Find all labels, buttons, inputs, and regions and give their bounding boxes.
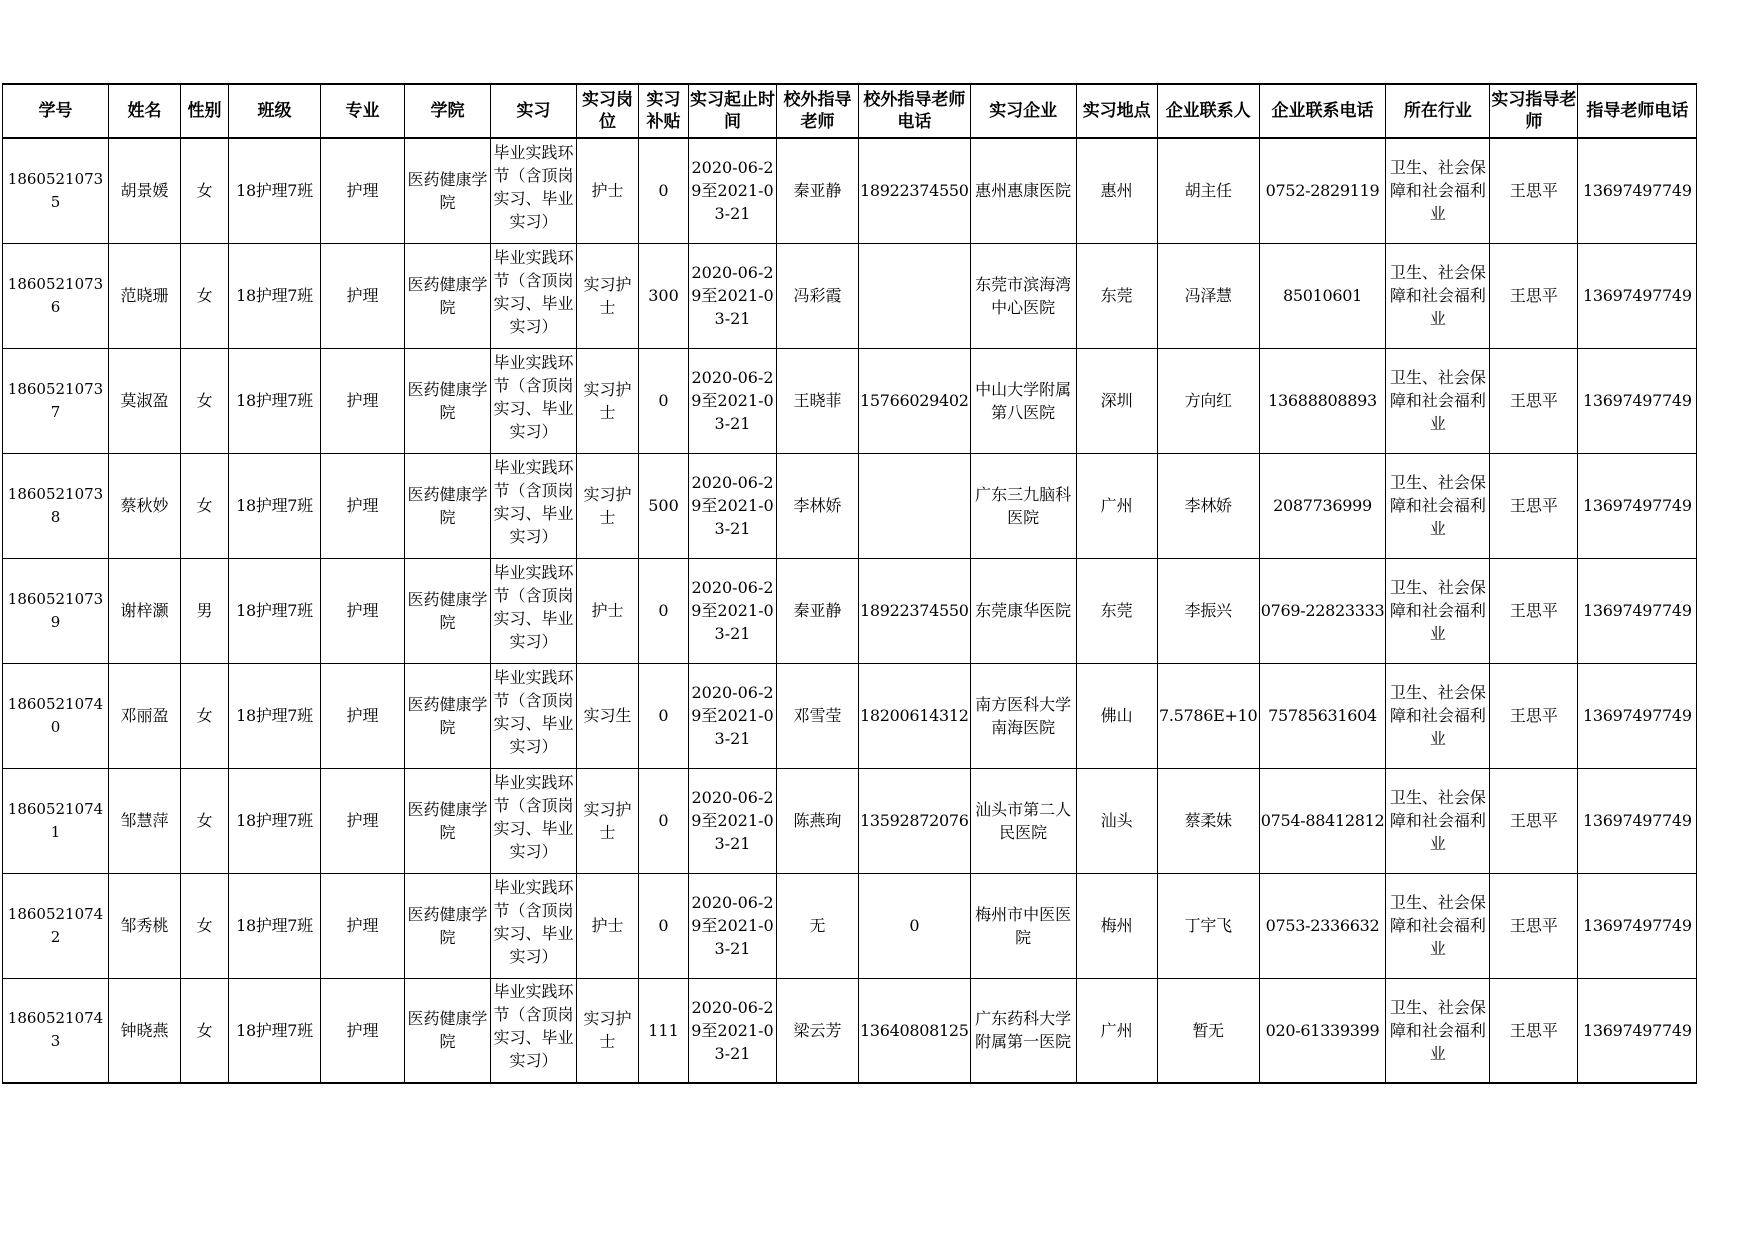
cell-internship [491, 558, 577, 663]
cell-location: 广州 [1076, 453, 1157, 558]
cell-industry: 卫生、社会保障和社会福利业 [1386, 768, 1490, 873]
cell-major: 护理 [321, 978, 405, 1083]
cell-subsidy: 111 [639, 978, 689, 1083]
col-header-mentor-phone: 指导老师电话 [1578, 84, 1697, 138]
cell-period: 2020-06-29至2021-03-21 [689, 558, 777, 663]
cell-company: 东莞市滨海湾中心医院 [970, 243, 1076, 348]
cell-internal-mentor: 王思平 [1490, 243, 1578, 348]
cell-period: 2020-06-29至2021-03-21 [689, 243, 777, 348]
cell-internal-mentor: 王思平 [1490, 978, 1578, 1083]
col-header-company: 实习企业 [970, 84, 1076, 138]
cell-company-contact: 李振兴 [1157, 558, 1259, 663]
cell-mentor-phone: 13697497749 [1578, 348, 1697, 453]
cell-name: 蔡秋妙 [109, 453, 181, 558]
cell-company: 梅州市中医医院 [970, 873, 1076, 978]
col-header-internship: 实习 [491, 84, 577, 138]
table-row [3, 978, 1697, 1083]
cell-company-phone: 85010601 [1259, 243, 1386, 348]
cell-company-phone: 13688808893 [1259, 348, 1386, 453]
cell-gender: 男 [181, 558, 229, 663]
cell-name: 钟晓燕 [109, 978, 181, 1083]
cell-college: 医药健康学院 [405, 453, 491, 558]
table-row [3, 873, 1697, 978]
col-header-external-mentor-phone: 校外指导老师电话 [859, 84, 971, 138]
cell-external-mentor: 梁云芳 [777, 978, 859, 1083]
cell-company: 汕头市第二人民医院 [970, 768, 1076, 873]
cell-external-mentor: 秦亚静 [777, 138, 859, 243]
cell-gender: 女 [181, 348, 229, 453]
cell-industry: 卫生、社会保障和社会福利业 [1386, 348, 1490, 453]
cell-mentor-phone: 13697497749 [1578, 663, 1697, 768]
cell-class: 18护理7班 [229, 453, 321, 558]
cell-gender: 女 [181, 663, 229, 768]
cell-external-mentor-phone: 13592872076 [859, 768, 971, 873]
cell-student-id: 18605210743 [3, 978, 109, 1083]
cell-class: 18护理7班 [229, 768, 321, 873]
table-row [3, 348, 1697, 453]
cell-gender: 女 [181, 453, 229, 558]
cell-subsidy: 500 [639, 453, 689, 558]
cell-class: 18护理7班 [229, 138, 321, 243]
cell-period: 2020-06-29至2021-03-21 [689, 663, 777, 768]
cell-text: 毕业实践环节（含顶岗实习、毕业实习） [493, 247, 574, 336]
cell-company: 惠州惠康医院 [970, 138, 1076, 243]
cell-gender: 女 [181, 768, 229, 873]
table-row [3, 663, 1697, 768]
cell-class: 18护理7班 [229, 663, 321, 768]
cell-subsidy: 0 [639, 138, 689, 243]
cell-period: 2020-06-29至2021-03-21 [689, 768, 777, 873]
col-header-industry: 所在行业 [1386, 84, 1490, 138]
cell-company-contact: 胡主任 [1157, 138, 1259, 243]
cell-company-contact: 7.5786E+10 [1157, 663, 1259, 768]
col-header-company-contact: 企业联系人 [1157, 84, 1259, 138]
cell-gender: 女 [181, 873, 229, 978]
cell-period: 2020-06-29至2021-03-21 [689, 453, 777, 558]
cell-external-mentor: 无 [777, 873, 859, 978]
cell-location: 梅州 [1076, 873, 1157, 978]
cell-gender: 女 [181, 138, 229, 243]
cell-location: 深圳 [1076, 348, 1157, 453]
col-header-name: 姓名 [109, 84, 181, 138]
cell-position: 护士 [577, 873, 639, 978]
col-header-gender: 性别 [181, 84, 229, 138]
col-header-class: 班级 [229, 84, 321, 138]
cell-college: 医药健康学院 [405, 768, 491, 873]
table-row [3, 243, 1697, 348]
cell-industry: 卫生、社会保障和社会福利业 [1386, 978, 1490, 1083]
cell-company-phone: 0753-2336632 [1259, 873, 1386, 978]
cell-location: 汕头 [1076, 768, 1157, 873]
table-row [3, 558, 1697, 663]
cell-student-id: 18605210739 [3, 558, 109, 663]
cell-student-id: 18605210735 [3, 138, 109, 243]
cell-major: 护理 [321, 453, 405, 558]
cell-subsidy: 0 [639, 768, 689, 873]
cell-internal-mentor: 王思平 [1490, 348, 1578, 453]
cell-external-mentor-phone: 15766029402 [859, 348, 971, 453]
cell-student-id: 18605210742 [3, 873, 109, 978]
cell-location: 广州 [1076, 978, 1157, 1083]
col-header-external-mentor: 校外指导老师 [777, 84, 859, 138]
cell-text: 毕业实践环节（含顶岗实习、毕业实习） [493, 352, 574, 441]
cell-mentor-phone: 13697497749 [1578, 978, 1697, 1083]
cell-text: 毕业实践环节（含顶岗实习、毕业实习） [493, 142, 574, 231]
cell-major: 护理 [321, 873, 405, 978]
cell-position: 实习生 [577, 663, 639, 768]
cell-college: 医药健康学院 [405, 978, 491, 1083]
cell-period: 2020-06-29至2021-03-21 [689, 873, 777, 978]
cell-external-mentor: 陈燕珣 [777, 768, 859, 873]
col-header-period: 实习起止时间 [689, 84, 777, 138]
cell-college: 医药健康学院 [405, 873, 491, 978]
cell-external-mentor: 邓雪莹 [777, 663, 859, 768]
cell-company-contact: 丁宇飞 [1157, 873, 1259, 978]
cell-company-contact: 冯泽慧 [1157, 243, 1259, 348]
cell-external-mentor: 李林娇 [777, 453, 859, 558]
cell-name: 莫淑盈 [109, 348, 181, 453]
cell-name: 邹慧萍 [109, 768, 181, 873]
cell-company-contact: 暂无 [1157, 978, 1259, 1083]
cell-location: 惠州 [1076, 138, 1157, 243]
col-header-college: 学院 [405, 84, 491, 138]
cell-mentor-phone: 13697497749 [1578, 558, 1697, 663]
cell-text: 毕业实践环节（含顶岗实习、毕业实习） [493, 667, 574, 756]
cell-mentor-phone: 13697497749 [1578, 243, 1697, 348]
cell-company-phone: 0754-88412812 [1259, 768, 1386, 873]
cell-gender: 女 [181, 243, 229, 348]
cell-major: 护理 [321, 768, 405, 873]
internship-table [2, 83, 1697, 1084]
cell-external-mentor-phone [859, 453, 971, 558]
cell-position: 护士 [577, 138, 639, 243]
cell-mentor-phone: 13697497749 [1578, 768, 1697, 873]
cell-name: 谢梓灏 [109, 558, 181, 663]
col-header-location: 实习地点 [1076, 84, 1157, 138]
cell-mentor-phone: 13697497749 [1578, 138, 1697, 243]
table-body [3, 138, 1697, 1083]
cell-position: 实习护士 [577, 453, 639, 558]
col-header-subsidy: 实习补贴 [639, 84, 689, 138]
cell-company-contact: 李林娇 [1157, 453, 1259, 558]
cell-name: 范晓珊 [109, 243, 181, 348]
table-row [3, 768, 1697, 873]
cell-text: 毕业实践环节（含顶岗实习、毕业实习） [493, 772, 574, 861]
cell-external-mentor-phone: 0 [859, 873, 971, 978]
cell-position: 实习护士 [577, 768, 639, 873]
cell-major: 护理 [321, 663, 405, 768]
cell-position: 实习护士 [577, 348, 639, 453]
cell-internship [491, 348, 577, 453]
cell-external-mentor-phone: 18922374550 [859, 558, 971, 663]
cell-text: 毕业实践环节（含顶岗实习、毕业实习） [493, 457, 574, 546]
cell-internship [491, 768, 577, 873]
cell-internship [491, 138, 577, 243]
cell-subsidy: 0 [639, 873, 689, 978]
cell-internal-mentor: 王思平 [1490, 663, 1578, 768]
cell-student-id: 18605210738 [3, 453, 109, 558]
cell-location: 东莞 [1076, 243, 1157, 348]
cell-subsidy: 0 [639, 558, 689, 663]
cell-company-phone: 2087736999 [1259, 453, 1386, 558]
cell-location: 东莞 [1076, 558, 1157, 663]
cell-student-id: 18605210741 [3, 768, 109, 873]
cell-company: 东莞康华医院 [970, 558, 1076, 663]
cell-internal-mentor: 王思平 [1490, 873, 1578, 978]
cell-college: 医药健康学院 [405, 243, 491, 348]
cell-internship [491, 873, 577, 978]
cell-name: 邓丽盈 [109, 663, 181, 768]
cell-student-id: 18605210740 [3, 663, 109, 768]
cell-class: 18护理7班 [229, 348, 321, 453]
cell-student-id: 18605210737 [3, 348, 109, 453]
cell-name: 邹秀桃 [109, 873, 181, 978]
col-header-internal-mentor: 实习指导老师 [1490, 84, 1578, 138]
cell-text: 毕业实践环节（含顶岗实习、毕业实习） [493, 982, 574, 1071]
cell-period: 2020-06-29至2021-03-21 [689, 978, 777, 1083]
cell-subsidy: 0 [639, 663, 689, 768]
cell-major: 护理 [321, 138, 405, 243]
cell-class: 18护理7班 [229, 978, 321, 1083]
cell-industry: 卫生、社会保障和社会福利业 [1386, 138, 1490, 243]
cell-college: 医药健康学院 [405, 348, 491, 453]
cell-class: 18护理7班 [229, 243, 321, 348]
cell-mentor-phone: 13697497749 [1578, 453, 1697, 558]
cell-external-mentor: 秦亚静 [777, 558, 859, 663]
cell-industry: 卫生、社会保障和社会福利业 [1386, 873, 1490, 978]
cell-college: 医药健康学院 [405, 558, 491, 663]
cell-external-mentor-phone [859, 243, 971, 348]
cell-company: 广东药科大学附属第一医院 [970, 978, 1076, 1083]
cell-external-mentor: 王晓菲 [777, 348, 859, 453]
cell-internship [491, 978, 577, 1083]
cell-major: 护理 [321, 558, 405, 663]
cell-internal-mentor: 王思平 [1490, 453, 1578, 558]
cell-text: 毕业实践环节（含顶岗实习、毕业实习） [493, 877, 574, 966]
cell-industry: 卫生、社会保障和社会福利业 [1386, 558, 1490, 663]
cell-internship [491, 243, 577, 348]
cell-company-phone: 0752-2829119 [1259, 138, 1386, 243]
table-header-row [3, 84, 1697, 138]
cell-company: 广东三九脑科医院 [970, 453, 1076, 558]
cell-company-contact: 方向红 [1157, 348, 1259, 453]
cell-company-phone: 0769-22823333 [1259, 558, 1386, 663]
cell-period: 2020-06-29至2021-03-21 [689, 138, 777, 243]
cell-internal-mentor: 王思平 [1490, 138, 1578, 243]
cell-position: 护士 [577, 558, 639, 663]
cell-external-mentor-phone: 13640808125 [859, 978, 971, 1083]
cell-internship [491, 453, 577, 558]
cell-class: 18护理7班 [229, 558, 321, 663]
cell-external-mentor-phone: 18922374550 [859, 138, 971, 243]
cell-external-mentor: 冯彩霞 [777, 243, 859, 348]
cell-position: 实习护士 [577, 978, 639, 1083]
cell-external-mentor-phone: 18200614312 [859, 663, 971, 768]
cell-college: 医药健康学院 [405, 663, 491, 768]
cell-company: 中山大学附属第八医院 [970, 348, 1076, 453]
col-header-student-id: 学号 [3, 84, 109, 138]
cell-period: 2020-06-29至2021-03-21 [689, 348, 777, 453]
cell-company-contact: 蔡柔妹 [1157, 768, 1259, 873]
cell-name: 胡景媛 [109, 138, 181, 243]
cell-internal-mentor: 王思平 [1490, 768, 1578, 873]
cell-company: 南方医科大学南海医院 [970, 663, 1076, 768]
cell-position: 实习护士 [577, 243, 639, 348]
cell-text: 毕业实践环节（含顶岗实习、毕业实习） [493, 562, 574, 651]
cell-location: 佛山 [1076, 663, 1157, 768]
col-header-position: 实习岗位 [577, 84, 639, 138]
cell-college: 医药健康学院 [405, 138, 491, 243]
cell-subsidy: 0 [639, 348, 689, 453]
cell-industry: 卫生、社会保障和社会福利业 [1386, 453, 1490, 558]
cell-major: 护理 [321, 348, 405, 453]
col-header-major: 专业 [321, 84, 405, 138]
table-row [3, 453, 1697, 558]
table-row [3, 138, 1697, 243]
cell-student-id: 18605210736 [3, 243, 109, 348]
cell-company-phone: 75785631604 [1259, 663, 1386, 768]
cell-industry: 卫生、社会保障和社会福利业 [1386, 243, 1490, 348]
cell-internship [491, 663, 577, 768]
cell-internal-mentor: 王思平 [1490, 558, 1578, 663]
cell-company-phone: 020-61339399 [1259, 978, 1386, 1083]
cell-subsidy: 300 [639, 243, 689, 348]
cell-industry: 卫生、社会保障和社会福利业 [1386, 663, 1490, 768]
cell-gender: 女 [181, 978, 229, 1083]
cell-major: 护理 [321, 243, 405, 348]
cell-mentor-phone: 13697497749 [1578, 873, 1697, 978]
cell-class: 18护理7班 [229, 873, 321, 978]
col-header-company-phone: 企业联系电话 [1259, 84, 1386, 138]
